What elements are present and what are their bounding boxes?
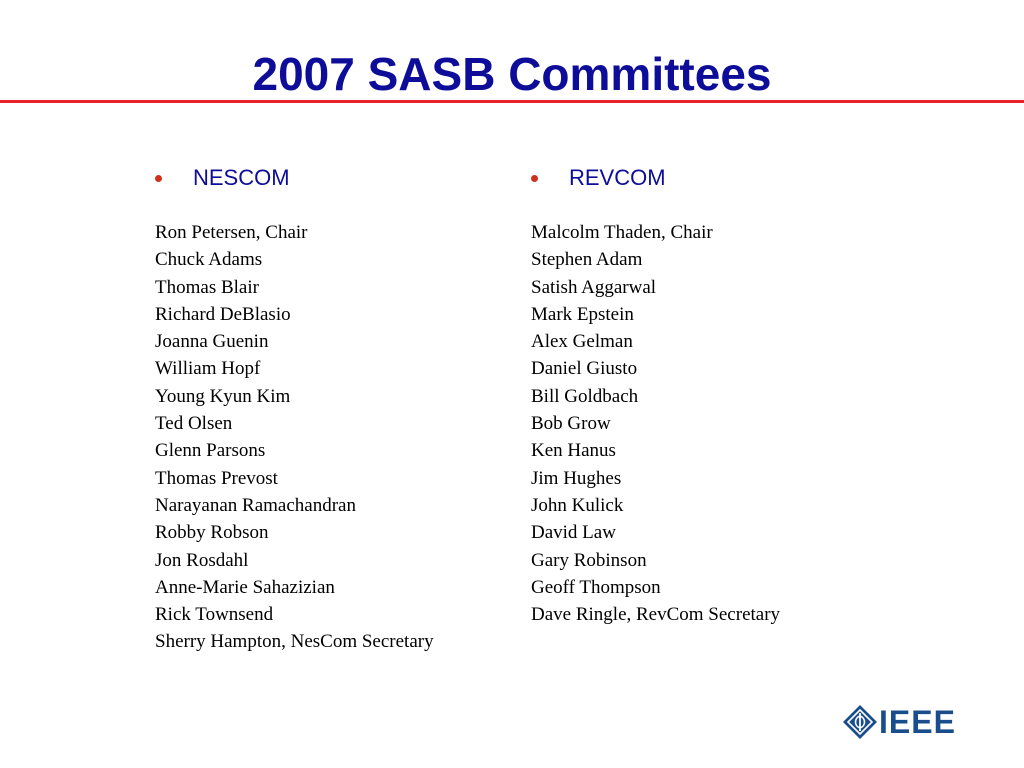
ieee-logo — [842, 702, 962, 742]
member-name: Ted Olsen — [155, 413, 233, 435]
member-name: Gary Robinson — [531, 549, 647, 571]
member-name: Stephen Adam — [531, 249, 643, 271]
member-list — [531, 219, 780, 628]
member-name: Robby Robson — [155, 522, 269, 544]
committee-heading-label: REVCOM — [569, 165, 666, 190]
member-name: William Hopf — [155, 358, 261, 380]
bullet-icon — [155, 175, 162, 182]
member-name: Chuck Adams — [155, 249, 263, 271]
logo-wordmark: IEEE — [879, 704, 956, 740]
slide-title: 2007 SASB Committees — [252, 48, 772, 100]
member-name: Ron Petersen, Chair — [155, 222, 308, 243]
committee-nescom — [155, 162, 434, 656]
committee-heading — [531, 162, 780, 194]
member-name: Alex Gelman — [531, 331, 633, 353]
member-name: Satish Aggarwal — [531, 276, 657, 298]
member-name: Young Kyun Kim — [155, 385, 291, 407]
ieee-diamond-icon — [842, 704, 878, 740]
member-name: Rick Townsend — [155, 604, 274, 626]
member-name: David Law — [531, 522, 616, 544]
member-name: Glenn Parsons — [155, 440, 266, 462]
member-name: Sherry Hampton, NesCom Secretary — [155, 631, 434, 653]
member-name: Thomas Blair — [155, 276, 259, 298]
member-name: Bill Goldbach — [531, 385, 639, 407]
committee-heading — [155, 162, 434, 194]
member-name: Malcolm Thaden, Chair — [531, 222, 713, 243]
member-name: Anne-Marie Sahazizian — [155, 576, 335, 598]
member-name: Ken Hanus — [531, 440, 616, 462]
member-name: Narayanan Ramachandran — [155, 494, 356, 516]
member-name: Geoff Thompson — [531, 576, 661, 598]
member-name: Daniel Giusto — [531, 358, 638, 380]
member-list — [155, 219, 434, 656]
member-name: Richard DeBlasio — [155, 303, 291, 325]
member-name: Dave Ringle, RevCom Secretary — [531, 604, 781, 626]
committee-heading-label: NESCOM — [193, 165, 290, 190]
member-name: Jon Rosdahl — [155, 549, 249, 571]
bullet-icon — [531, 175, 538, 182]
committee-revcom — [531, 162, 780, 628]
member-name: Bob Grow — [531, 413, 611, 435]
member-name: Jim Hughes — [531, 467, 622, 489]
member-name: Mark Epstein — [531, 303, 634, 325]
title-divider — [0, 100, 1024, 103]
member-name: Thomas Prevost — [155, 467, 278, 489]
member-name: Joanna Guenin — [155, 331, 269, 353]
member-name: John Kulick — [531, 494, 624, 516]
